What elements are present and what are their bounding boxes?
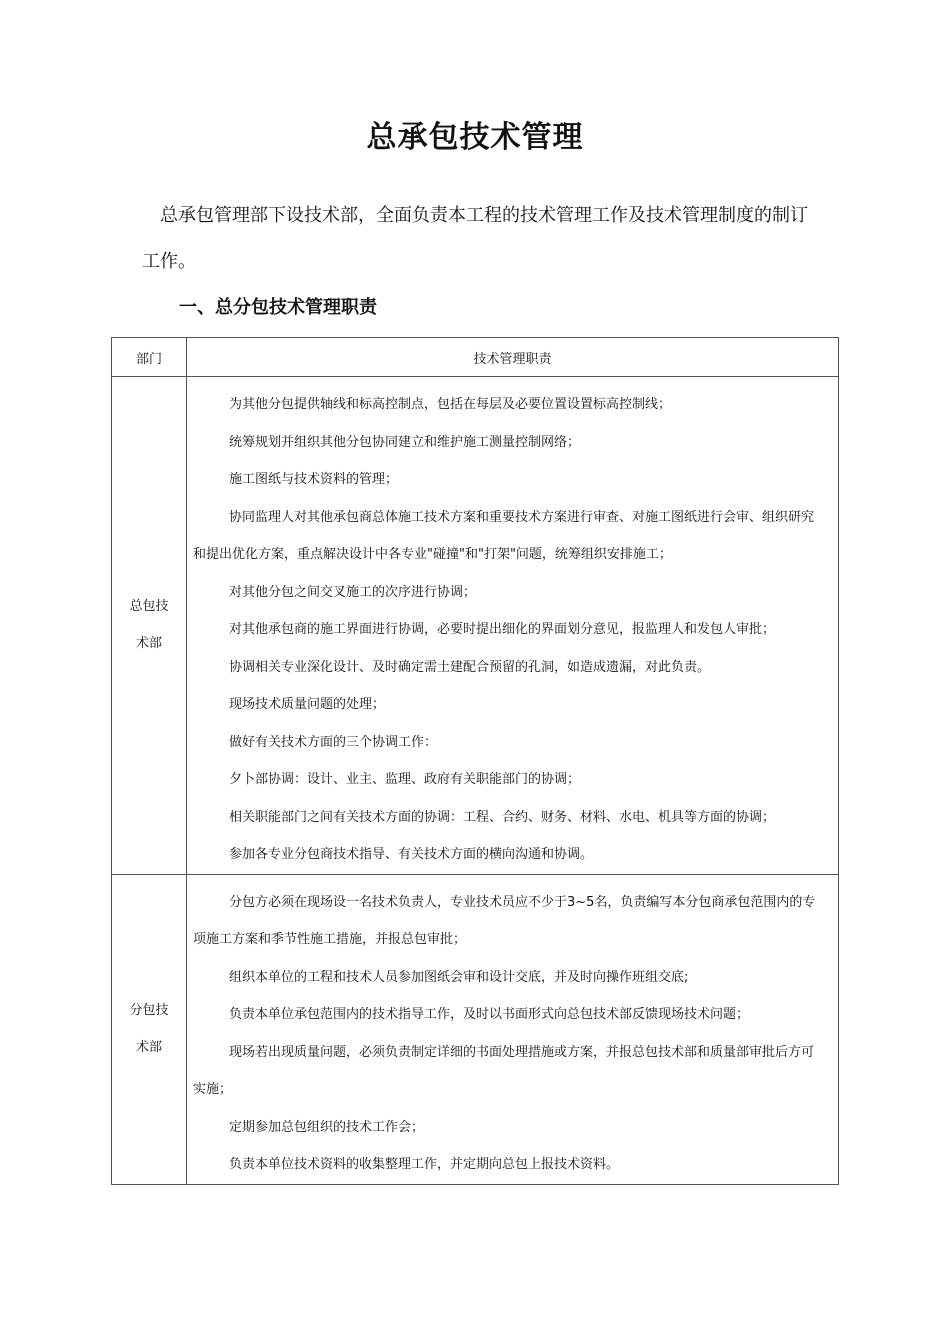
- header-department: 部门: [112, 338, 187, 377]
- duty-item: 参加各专业分包商技术指导、有关技术方面的横向沟通和协调。: [229, 847, 594, 862]
- duty-item: 负责本单位承包范围内的技术指导工作，及时以书面形式向总包技术部反馈现场技术问题；: [229, 1007, 750, 1022]
- department-label-line: 总包技: [129, 599, 169, 615]
- department-cell: [112, 874, 187, 1184]
- department-label-line: 分包技: [129, 1003, 169, 1018]
- duty-item: 对其他分包之间交叉施工的次序进行协调；: [229, 584, 477, 600]
- intro-paragraph: 总承包管理部下设技术部，全面负责本工程的技术管理工作及技术管理制度的制订工作。: [142, 205, 808, 272]
- duty-table: [111, 337, 839, 1185]
- duty-list: [193, 884, 826, 1184]
- header-duties: 技术管理职责: [187, 338, 839, 377]
- department-label-line: 术部: [135, 636, 162, 652]
- duty-item: 协同监理人对其他承包商总体施工技术方案和重要技术方案进行审查、对施工图纸进行会审、组织研究和提出优化方案，重点解决设计中各专业"碰撞"和"打架"问题，统筹组织安排施工；: [193, 509, 815, 562]
- duty-list: [193, 386, 826, 874]
- section-heading: 一、总分包技术管理职责: [179, 297, 377, 318]
- duty-item: 定期参加总包组织的技术工作会；: [229, 1119, 425, 1135]
- duty-item: 统筹规划并组织其他分包协同建立和维护施工测量控制网络；: [229, 434, 581, 450]
- document-title: 总承包技术管理: [366, 120, 584, 155]
- duty-item: 做好有关技术方面的三个协调工作：: [229, 734, 438, 750]
- table-header-row: [112, 338, 839, 377]
- duty-item: 协调相关专业深化设计、及时确定需土建配合预留的孔洞，如造成遗漏，对此负责。: [229, 659, 711, 675]
- duties-cell: [187, 874, 839, 1184]
- duties-cell: [187, 377, 839, 875]
- duty-item: 对其他承包商的施工界面进行协调，必要时提出细化的界面划分意见，报监理人和发包人审批；: [229, 622, 776, 637]
- duty-item: 负责本单位技术资料的收集整理工作，并定期向总包上报技术资料。: [229, 1157, 620, 1172]
- duty-item: 现场若出现质量问题，必须负责制定详细的书面处理措施或方案，并报总包技术部和质量部审批后方可实施；: [193, 1044, 815, 1097]
- duty-item: 施工图纸与技术资料的管理；: [229, 472, 399, 487]
- duty-item: 组织本单位的工程和技术人员参加图纸会审和设计交底，并及时向操作班组交底;: [229, 969, 689, 985]
- department-label-line: 术部: [135, 1040, 162, 1055]
- duty-item: 分包方必须在现场设一名技术负责人，专业技术员应不少于3~5名，负责编写本分包商承包范围内的专项施工方案和季节性施工措施，并报总包审批；: [193, 894, 816, 947]
- table-row-general-contractor: [112, 377, 839, 875]
- table-row-subcontractor: [112, 874, 839, 1184]
- duty-item: 夕卜部协调：设计、业主、监理、政府有关职能部门的协调；: [229, 772, 581, 787]
- duty-item: 现场技术质量问题的处理；: [229, 697, 386, 712]
- duty-item: 为其他分包提供轴线和标高控制点，包括在每层及必要位置设置标高控制线；: [229, 397, 672, 412]
- department-cell: [112, 377, 187, 875]
- duty-item: 相关职能部门之间有关技术方面的协调：工程、合约、财务、材料、水电、机具等方面的协调；: [229, 809, 776, 825]
